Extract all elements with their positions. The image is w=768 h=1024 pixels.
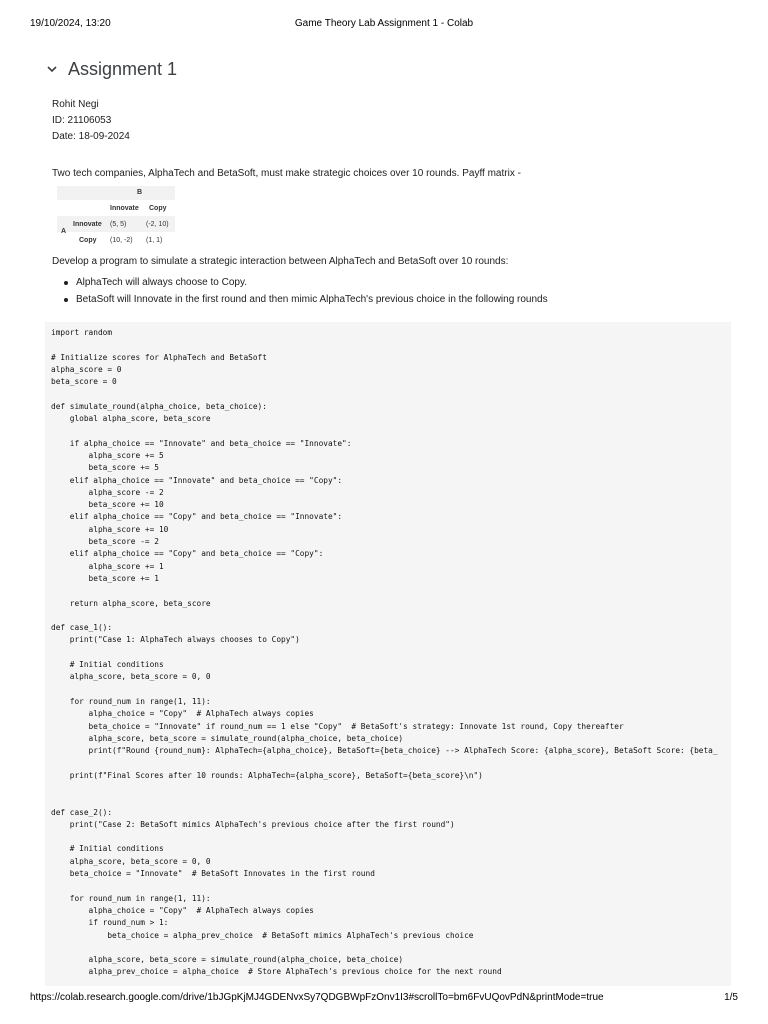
code-line: [51, 425, 718, 437]
code-line: beta_choice = "Innovate" # BetaSoft Innovates in the first round: [51, 869, 375, 879]
task-text: Develop a program to simulate a strategic interaction between AlphaTech and BetaSoft over 10 rounds:: [52, 256, 509, 267]
code-line: [51, 647, 718, 659]
print-datetime: 19/10/2024, 13:20: [30, 18, 111, 29]
code-line: beta_score += 10: [51, 500, 164, 510]
matrix-col-header: Copy: [149, 205, 167, 212]
print-page-title: Game Theory Lab Assignment 1 - Colab: [294, 18, 474, 29]
code-line: if round_num > 1:: [51, 918, 169, 928]
matrix-col-header: Innovate: [110, 205, 139, 212]
bullet-icon: [64, 281, 68, 285]
code-line: [51, 794, 718, 806]
code-line: beta_score += 5: [51, 463, 159, 473]
author-date: Date: 18-09-2024: [52, 131, 130, 142]
code-line: alpha_score, beta_score = 0, 0: [51, 856, 211, 866]
print-footer: [30, 992, 738, 1006]
code-line: for round_num in range(1, 11):: [51, 893, 211, 903]
code-line: alpha_choice = "Copy" # AlphaTech always copies: [51, 905, 314, 915]
matrix-cell: (1, 1): [146, 237, 163, 244]
code-line: alpha_score -= 2: [51, 487, 164, 497]
code-line: [51, 782, 718, 794]
matrix-row-header: Copy: [79, 237, 97, 244]
section-title: Assignment 1: [68, 58, 178, 79]
list-item-text: BetaSoft will Innovate in the first round and then mimic AlphaTech's previous choice in the following rounds: [76, 294, 548, 305]
requirements-list: [60, 274, 548, 308]
code-line: alpha_score += 10: [51, 524, 169, 534]
code-line: beta_score -= 2: [51, 537, 159, 547]
author-id: ID: 21106053: [52, 115, 112, 126]
code-cell[interactable]: [45, 322, 731, 986]
code-line: # Initial conditions: [51, 844, 164, 854]
code-line: [51, 942, 718, 954]
code-line: [51, 757, 718, 769]
code-line: alpha_score += 5: [51, 450, 164, 460]
list-item: [60, 274, 548, 291]
code-line: def case_2():: [51, 807, 113, 817]
code-line: beta_choice = alpha_prev_choice # BetaSoft mimics AlphaTech's previous choice: [51, 930, 474, 940]
code-line: alpha_score += 1: [51, 561, 164, 571]
code-line: alpha_prev_choice = alpha_choice # Store AlphaTech's previous choice for the next round: [51, 967, 502, 977]
code-line: # Initial conditions: [51, 660, 164, 670]
code-line: [51, 388, 718, 400]
code-line: # Initialize scores for AlphaTech and BetaSoft: [51, 352, 267, 362]
list-item-text: AlphaTech will always choose to Copy.: [76, 277, 248, 288]
code-line: print(f"Round {round_num}: AlphaTech={alpha_choice}, BetaSoft={beta_choice} --> AlphaTech Score: {alpha_score}, BetaSoft Score: {beta_: [51, 746, 718, 756]
section-header[interactable]: [44, 56, 177, 82]
code-line: [51, 339, 718, 351]
code-line: def case_1():: [51, 623, 113, 633]
code-line: elif alpha_choice == "Innovate" and beta_choice == "Copy":: [51, 475, 343, 485]
matrix-row-player: A: [61, 228, 67, 235]
page-number: 1/5: [724, 992, 738, 1003]
chevron-down-icon[interactable]: [44, 61, 60, 77]
matrix-col-player: B: [137, 189, 143, 196]
code-line: [51, 585, 718, 597]
code-line: alpha_score = 0: [51, 364, 122, 374]
matrix-cell: (5, 5): [110, 221, 127, 228]
matrix-cell: (-2, 10): [146, 221, 169, 228]
code-line: [51, 880, 718, 892]
code-line: global alpha_score, beta_score: [51, 414, 211, 424]
code-line: return alpha_score, beta_score: [51, 598, 211, 608]
matrix-cell: (10, -2): [110, 237, 133, 244]
code-line: for round_num in range(1, 11):: [51, 696, 211, 706]
code-line: [51, 684, 718, 696]
code-line: def simulate_round(alpha_choice, beta_choice):: [51, 401, 267, 411]
print-header: [30, 18, 738, 32]
code-line: alpha_score, beta_score = 0, 0: [51, 672, 211, 682]
bullet-icon: [64, 298, 68, 302]
code-line: elif alpha_choice == "Copy" and beta_choice == "Copy":: [51, 549, 324, 559]
intro-text: Two tech companies, AlphaTech and BetaSoft, must make strategic choices over 10 rounds. Payff matrix -: [52, 168, 521, 179]
matrix-row-header: Innovate: [73, 221, 102, 228]
code-line: print("Case 1: AlphaTech always chooses to Copy"): [51, 635, 300, 645]
code-line: [51, 610, 718, 622]
code-line: [51, 831, 718, 843]
author-info: [52, 97, 732, 145]
code-line: beta_score = 0: [51, 377, 117, 387]
list-item: [60, 291, 548, 308]
code-line: print("Case 2: BetaSoft mimics AlphaTech's previous choice after the first round"): [51, 819, 455, 829]
code-line: alpha_score, beta_score = simulate_round(alpha_choice, beta_choice): [51, 733, 404, 743]
code-block[interactable]: [51, 327, 718, 979]
code-line: alpha_choice = "Copy" # AlphaTech always copies: [51, 709, 314, 719]
code-line: beta_choice = "Innovate" if round_num == 1 else "Copy" # BetaSoft's strategy: Innovate 1st round, Copy thereafter: [51, 721, 624, 731]
author-name: Rohit Negi: [52, 99, 99, 110]
code-line: if alpha_choice == "Innovate" and beta_choice == "Innovate":: [51, 438, 352, 448]
code-line: import random: [51, 328, 113, 337]
print-url: https://colab.research.google.com/drive/1bJGpKjMJ4GDENvxSy7QDGBWpFzOnv1I3#scrollTo=bm6FvUQovPdN&printMode=true: [30, 992, 604, 1003]
code-line: alpha_score, beta_score = simulate_round(alpha_choice, beta_choice): [51, 955, 404, 965]
code-line: elif alpha_choice == "Copy" and beta_choice == "Innovate":: [51, 512, 343, 522]
code-line: beta_score += 1: [51, 573, 159, 583]
code-line: print(f"Final Scores after 10 rounds: AlphaTech={alpha_score}, BetaSoft={beta_score}\n"): [51, 770, 483, 780]
payoff-matrix: [57, 186, 175, 248]
